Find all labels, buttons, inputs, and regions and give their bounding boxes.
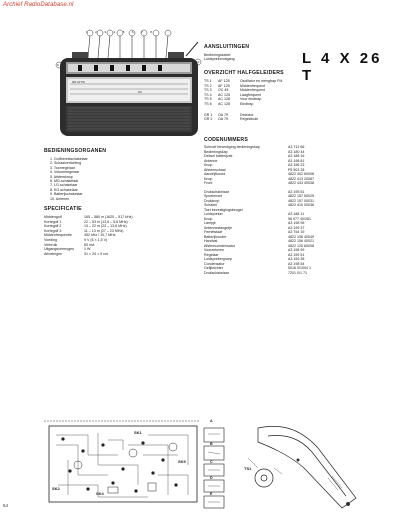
part-name: Antennestangetje (204, 225, 232, 230)
callout-5: 5 (122, 30, 125, 34)
spec-label: Verbruik (44, 242, 58, 247)
part-name: Luidspreker (204, 212, 223, 216)
section-title: SPECIFICATIE (44, 206, 82, 212)
overzicht-section (204, 70, 394, 122)
label-sk5: SK5 (178, 459, 186, 464)
part-code: 4822 157 50025 (288, 194, 314, 198)
list-item: 6. MG-schakelaar (50, 179, 79, 184)
detail-label-c: C (210, 460, 213, 464)
part-name: Deksel batterijvak (204, 154, 233, 158)
section-title: AANSLUITINGEN (204, 44, 250, 50)
part-code: 4822 443 40038 (288, 181, 314, 185)
part-code: A3 198 54 (288, 261, 305, 266)
spec-label: Afmetingen (44, 251, 63, 256)
part-code: 7201 0/1 71 (288, 270, 307, 275)
type: AC 128 (218, 101, 230, 106)
list-item: 7. LG-schakelaar (50, 183, 78, 188)
list-item: 2. Schaalverlichting (50, 161, 82, 166)
detail-label-a: A (210, 419, 213, 423)
svg-text:FM: FM (138, 91, 142, 94)
desc: Middenfrequent (240, 88, 265, 93)
callout-9: 9 (57, 63, 59, 67)
part-name: Aandrijfkoord (204, 172, 226, 176)
code: GR 1 (204, 112, 213, 117)
part-code: 4822 125 60008 (288, 243, 314, 248)
part-name: Regelaar (204, 252, 219, 257)
spec-value: 22 – 53 m (13,6 – 5,6 MHz) (84, 219, 128, 224)
detail-label-d: D (210, 476, 213, 480)
part-name: Afstemcondensator (204, 243, 235, 248)
spec-value: 60 mA (84, 242, 95, 247)
part-code: 5016 0/1004 1 (288, 266, 311, 270)
spec-label: Kortegolf 3 (44, 228, 62, 233)
codenummers-section (204, 137, 394, 275)
line: Luidsprekeruitgang (204, 57, 235, 62)
watermark: Archief RadioDatabase.nl (3, 2, 74, 8)
callout-4: 4 (113, 30, 116, 34)
aansluitingen-section (204, 44, 394, 62)
code: GR 2 (204, 117, 213, 122)
radio-photo (48, 28, 208, 140)
desc: Regeldiode (240, 117, 259, 122)
code: TS 1 (204, 79, 212, 83)
code: TS 6 (204, 101, 212, 106)
part-name: Handvat (204, 239, 218, 243)
part-name: Schroef bevestiging bedieningskap (204, 145, 260, 149)
type: AF 125 (218, 79, 230, 83)
spec-value: 11 – 13 m (27 – 23 MHz) (84, 228, 124, 233)
code-row (204, 271, 394, 276)
type: OA 79 (218, 112, 228, 117)
part-code: 4822 413 20087 (288, 176, 314, 181)
section-title: BEDIENINGSORGANEN (44, 148, 107, 154)
spec-value: 452 kHz / 10,7 MHz (84, 233, 116, 238)
code: TS 3 (204, 88, 212, 93)
part-code: A3 754 19 (288, 230, 305, 234)
part-name: Knop (204, 216, 213, 221)
part-code: A3 159 38 (288, 257, 305, 261)
list-item: 3. Toonregelaar (50, 165, 75, 170)
svg-text:MW LW KW: MW LW KW (72, 81, 85, 84)
desc: Laagfrequent (240, 92, 262, 97)
list-item: 10. Antenne (50, 196, 70, 201)
spec-value: 31 × 20 × 9 cm (84, 251, 108, 256)
desc: Voor eindtrap (240, 97, 262, 102)
detail-views (200, 424, 242, 510)
type: OA 79 (218, 117, 228, 122)
part-code: A3 188 16 (288, 154, 305, 158)
part-name: Luidsprekergroep (204, 257, 232, 261)
part-code: A3 198 81 (288, 158, 305, 163)
part-code: 4822 156 40021 (288, 239, 314, 243)
spec-label: Kortegolf 1 (44, 219, 62, 224)
desc: Middenfrequent (240, 83, 265, 88)
callout-3: 3 (104, 30, 107, 34)
type: AF 125 (218, 83, 230, 88)
type: AC 125 (218, 92, 230, 97)
label-sk1: SK1 (134, 430, 142, 435)
chassis-drawing (238, 418, 368, 514)
callout-1: 1 (86, 30, 88, 34)
spec-label: Middengolf (44, 215, 62, 219)
part-name: Voorzetoven (204, 248, 224, 252)
desc: Oscillator en mengtrap FM (240, 79, 283, 83)
part-code: P5 503 28 (288, 167, 305, 172)
desc: Eindtrap (240, 101, 254, 106)
detail-label-e: E (210, 492, 213, 496)
spec-value: 1 W (84, 247, 91, 252)
list-item: 5. Afstemknop (50, 174, 73, 179)
part-code: A3 159 51 (288, 252, 305, 257)
part-name: Schakel (204, 203, 217, 207)
section-title: OVERZICHT HALFGELEIDERS (204, 70, 284, 76)
desc: Detector (240, 112, 254, 117)
part-code: 4822 156 40049 (288, 234, 314, 239)
spec-row (44, 252, 204, 257)
spec-label: Kortegolf 2 (44, 224, 62, 229)
part-code: A3 196 23 (288, 163, 305, 167)
label-sk2: SK2 (52, 486, 60, 491)
part-name: Front (204, 181, 213, 185)
code: TS 5 (204, 97, 212, 102)
list-item: 9. Batterijschakelaar (50, 192, 83, 197)
spec-value: 165 – 580 m (1620 – 517 kHz) (84, 215, 133, 219)
part-name: Drukschakelaar (204, 189, 229, 194)
label-ts1: TS1 (244, 466, 252, 471)
spec-label: Uitgangsvermogen (44, 247, 75, 252)
type: AC 128 (218, 97, 230, 102)
part-code: A3 198 99 (288, 248, 305, 252)
pcb-layout-drawing (44, 420, 200, 422)
part-code: A3 195 51 (288, 189, 305, 194)
part-name: Batterijhouder (204, 234, 227, 239)
part-code: 4822 157 00031 (288, 198, 314, 203)
spec-label: Middenfrequentie (44, 233, 72, 238)
specificatie-section (44, 206, 204, 256)
part-name: Afstemschaal (204, 167, 226, 172)
pcb-board (48, 425, 198, 503)
part-code: 96 077 40/281 (288, 216, 311, 221)
part-name: Condensator (204, 261, 225, 266)
part-name: Ferrietstaaf (204, 230, 223, 234)
part-name: Spoelenset (204, 194, 222, 198)
part-code: 4822 410 00036 (288, 203, 314, 207)
part-code: A3 199 37 (288, 225, 305, 230)
part-name: Drukknop (204, 198, 220, 203)
table-row (204, 117, 394, 122)
label-sk4: SK4 (96, 491, 104, 496)
callout-6: 6 (131, 30, 134, 34)
part-code: A3 198 95 (288, 221, 305, 225)
part-name: Bedieningskap (204, 149, 228, 154)
callout-7: 7 (141, 30, 143, 34)
section-title: CODENUMMERS (204, 137, 248, 143)
callout-10: 10 (196, 60, 200, 64)
spec-value: 13 – 22 m (23 – 13,6 MHz) (84, 224, 127, 229)
part-name: Antenne (204, 158, 218, 163)
detail-label-b: B (210, 442, 213, 446)
list-item: 1. Golfbereikschakelaar (50, 157, 88, 161)
photo-callouts (86, 30, 176, 34)
callout-8: 8 (150, 30, 152, 34)
spec-value: 9 V (6 × 1,5 V) (84, 237, 108, 242)
part-code: A3 180 44 (288, 149, 305, 154)
callout-2: 2 (95, 30, 97, 34)
spec-label: Voeding (44, 237, 57, 242)
code: TS 4 (204, 92, 212, 97)
type: OC 45 (218, 88, 229, 93)
part-name: Knop (204, 176, 213, 181)
list-item: 8. KG-schakelaar (50, 187, 78, 192)
model-number: L 4 X 26 T (302, 50, 383, 84)
part-name: Knop (204, 163, 213, 167)
part-name: Drukschakelaar (204, 270, 229, 275)
list-item: 4. Volumeregelaar (50, 170, 80, 175)
part-code: A3 712 66 (288, 145, 305, 149)
part-name: Lampje (204, 221, 216, 225)
bedieningsorganen-section (44, 148, 194, 201)
line: Bedieningskabel (204, 53, 231, 57)
part-name: Gelijkrichter (204, 266, 223, 270)
page-number: 64 (3, 503, 9, 508)
part-name: Toet bevestigingsbeugel (204, 207, 243, 212)
part-code: 4822 402 60006 (288, 172, 314, 176)
part-code: A3 188 11 (288, 212, 305, 216)
code: TS 2 (204, 83, 212, 88)
